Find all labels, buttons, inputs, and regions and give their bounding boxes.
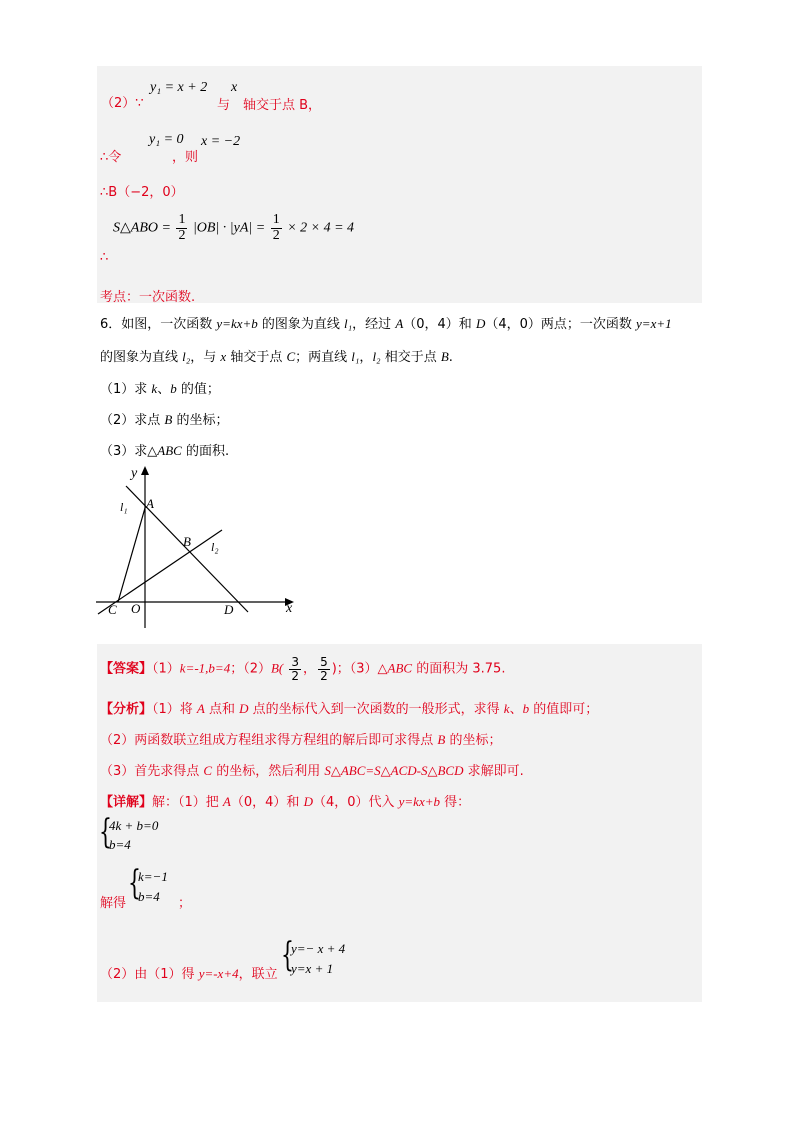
text: ，联立: [238, 967, 278, 982]
fraction: [176, 213, 187, 243]
text: 的面积.: [181, 444, 230, 459]
text: )；（3）△: [331, 661, 388, 677]
text: （1）求: [100, 382, 152, 397]
text: 相交于点: [380, 350, 441, 365]
detail-line-last: [100, 963, 278, 982]
label-o: O: [131, 601, 141, 616]
text: ；两直线: [295, 350, 352, 365]
system-row: 4k + b=0: [109, 818, 159, 833]
text: 的值即可；: [529, 702, 599, 717]
text: 的图象为直线: [257, 317, 345, 332]
top-var-x: x: [231, 80, 238, 95]
area-lhs: S△ABO =: [113, 220, 175, 236]
text: ABC: [387, 660, 413, 676]
text: B(: [270, 660, 284, 676]
text: 的值；: [176, 382, 220, 397]
analysis-line-1: [100, 698, 598, 717]
top-eq-y1-zero: y₁ = 0: [149, 132, 184, 147]
text: 点的坐标代入到一次函数的一般形式，求得: [248, 702, 504, 717]
text: 的坐标；: [445, 733, 502, 748]
coordinate-figure: [96, 462, 306, 632]
brace: {: [99, 812, 112, 852]
text: b: [170, 381, 177, 396]
numerator: 1: [178, 212, 186, 227]
equation-system-1: [99, 812, 219, 855]
text: 、: [157, 382, 171, 397]
top-eq-x: x = −2: [201, 134, 241, 149]
text: 点和: [204, 702, 240, 717]
text: （4，0）代入: [312, 795, 399, 810]
label-y: y: [131, 466, 138, 481]
text: y=x+1: [636, 316, 672, 331]
text: （3）首先求得点: [100, 764, 204, 779]
analysis-line-3: [100, 760, 524, 779]
area-rhs: × 2 × 4 = 4: [287, 220, 355, 236]
top-line-3: ∴B（−2，0）: [100, 185, 184, 200]
text: .: [448, 350, 453, 365]
text: （3）求△: [100, 444, 158, 459]
text: （2）由（1）得: [100, 967, 199, 982]
kaodian: 考点：一次函数.: [100, 290, 196, 305]
text: k: [151, 381, 158, 396]
label-a: A: [146, 496, 154, 511]
text: ，: [303, 661, 317, 677]
fraction: [289, 656, 301, 682]
text: A: [222, 794, 231, 809]
numerator: 1: [272, 212, 280, 227]
equation-system-3: [281, 935, 381, 978]
answer-tag: 【答案】: [100, 661, 153, 677]
text: l₁: [351, 349, 360, 364]
denominator: 2: [320, 668, 328, 683]
top-line-2: ∴令: [100, 150, 122, 165]
top-therefore: ∴: [100, 250, 109, 265]
text: 的面积为 3.75.: [412, 661, 506, 677]
text: 的坐标，然后利用: [212, 764, 325, 779]
label-d: D: [224, 602, 234, 617]
text: 解：（1）把: [152, 795, 223, 810]
text: （0，4）和: [230, 795, 304, 810]
text: D: [239, 701, 249, 716]
text: 的图象为直线: [100, 350, 183, 365]
text: B: [437, 732, 446, 747]
text: S△ABC=S△ACD-S△BCD: [324, 763, 464, 778]
text: 求解即可.: [463, 764, 524, 779]
label-l2: l₂: [211, 540, 219, 554]
text: y=kx+b: [398, 794, 440, 809]
question-1: [100, 378, 220, 397]
brace: {: [281, 935, 294, 975]
solution-continuation-block: [97, 66, 702, 303]
text: A: [395, 316, 404, 331]
numerator: 3: [291, 655, 300, 669]
text: （4，0）两点；一次函数: [485, 317, 637, 332]
label-c: C: [108, 602, 117, 617]
text: x: [220, 349, 227, 364]
text: 的坐标；: [172, 413, 229, 428]
fraction: [318, 656, 330, 682]
analysis-line-2: [100, 729, 502, 748]
analysis-tag: 【分析】: [100, 702, 153, 717]
area-mid: |OB| · |yA| =: [192, 220, 269, 236]
text: l₂: [182, 349, 191, 364]
text: 6．如图，一次函数: [100, 317, 217, 332]
text: k=-1,b=4: [179, 660, 231, 676]
system-row: y=− x + 4: [291, 941, 346, 956]
text: ，与: [190, 350, 221, 365]
text: l₁: [344, 316, 353, 331]
numerator: 5: [320, 655, 328, 669]
denominator: 2: [178, 227, 186, 243]
top-area-formula: [113, 213, 354, 243]
detail-line-1: [100, 791, 470, 810]
y-axis-arrow: [141, 466, 149, 475]
text: D: [475, 316, 486, 331]
segment-ca: [118, 508, 145, 602]
text: （2）∵: [101, 96, 144, 111]
text: l₂: [372, 349, 381, 364]
text: D: [303, 794, 313, 809]
text: A: [196, 701, 205, 716]
text: （2）两函数联立组成方程组求得方程组的解后即可求得点: [100, 733, 438, 748]
text: y=-x+4: [198, 966, 239, 981]
question-3: [100, 440, 229, 459]
answer-line: [100, 655, 506, 683]
fraction: [271, 213, 282, 243]
text: 、: [509, 702, 523, 717]
text: （2）求点: [100, 413, 165, 428]
top-line-1-suffix: 轴交于点 B，: [243, 98, 322, 113]
text: ，经过: [352, 317, 396, 332]
denominator: 2: [291, 668, 300, 683]
jiede-label: 解得: [100, 896, 127, 911]
text: C: [203, 763, 213, 778]
question-2: [100, 409, 229, 428]
text: （1）: [152, 661, 180, 677]
problem-line-2: [100, 346, 453, 365]
text: 得：: [440, 795, 471, 810]
text: （0，4）和: [403, 317, 476, 332]
text: ，: [359, 350, 373, 365]
system-row: y=x + 1: [291, 961, 334, 976]
system-row: b=4: [109, 837, 131, 852]
text: ；（2）: [230, 661, 271, 677]
denominator: 2: [272, 227, 280, 243]
text: （1）将: [152, 702, 197, 717]
semicolon: ；: [178, 896, 192, 911]
text: 轴交于点: [226, 350, 287, 365]
text: ABC: [157, 443, 182, 458]
text: B: [164, 412, 173, 427]
brace: {: [128, 863, 141, 903]
text: k: [503, 701, 510, 716]
label-l1: l₁: [120, 500, 128, 514]
text: b: [522, 701, 530, 716]
text: B: [440, 349, 449, 364]
top-with: 与: [217, 98, 231, 113]
top-line-1: [101, 92, 144, 111]
problem-line-1: [100, 313, 672, 332]
detail-tag: 【详解】: [100, 795, 153, 810]
line-l1: [126, 486, 248, 612]
system-row: b=4: [138, 889, 160, 904]
label-b: B: [183, 534, 191, 549]
text: y=kx+b: [216, 316, 258, 331]
equation-system-2: [128, 863, 208, 906]
top-eq-y1: y₁ = x + 2: [150, 80, 208, 95]
label-x: x: [286, 601, 293, 616]
top-then: ，则: [172, 150, 199, 165]
system-row: k=−1: [138, 869, 168, 884]
text: C: [286, 349, 296, 364]
